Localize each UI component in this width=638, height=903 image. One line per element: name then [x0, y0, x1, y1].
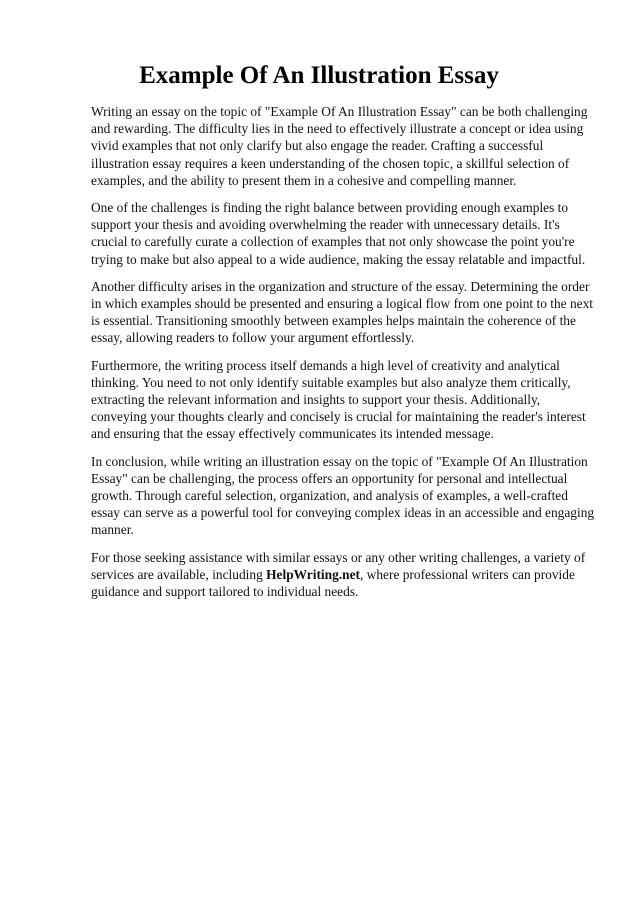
paragraph-organization: Another difficulty arises in the organization and structure of the essay. Determining the order in which examples should be presented and ensuring a logical flow from one point to the next is essential. Transitioning smoothly between examples helps maintain the coherence of the essay, allowing readers to follow your argument effortlessly.: [91, 278, 594, 346]
paragraph-intro: Writing an essay on the topic of "Example Of An Illustration Essay" can be both challenging and rewarding. The difficulty lies in the need to effectively illustrate a concept or idea using vivid examples that not only clarify but also engage the reader. Crafting a successful illustration essay requires a keen understanding of the chosen topic, a skillful selection of examples, and the ability to present them in a cohesive and compelling manner.: [91, 104, 588, 188]
closing-text-before: For those seeking assistance with similar essays or any other writing challenges, a variety of services are available, including: [91, 549, 586, 582]
closing-text-after: , where professional writers can provide guidance and support tailored to individual needs.: [91, 566, 575, 600]
paragraph-conclusion: In conclusion, while writing an illustration essay on the topic of "Example Of An Illustration Essay" can be challenging, the process offers an opportunity for personal and intellectual growth. Through careful selection, organization, and analysis of examples, a well-crafted essay can serve as a powerful tool for conveying complex ideas in an accessible and engaging manner.: [91, 453, 595, 538]
document-body: [91, 103, 596, 610]
document-title: Example Of An Illustration Essay: [139, 62, 499, 89]
paragraph-writing-process: Furthermore, the writing process itself demands a high level of creativity and analytical thinking. You need to not only identify suitable examples but also analyze them critically, extracting the relevant information and insights to support your thesis. Additionally, conveying your thoughts clearly and concisely is crucial for maintaining the reader's interest and ensuring that the essay effectively communicates its intended message.: [91, 357, 586, 442]
paragraph-closing: [91, 549, 596, 601]
paragraph-balance: One of the challenges is finding the right balance between providing enough examples to support your thesis and avoiding overwhelming the reader with unnecessary details. It's crucial to carefully curate a collection of examples that not only showcase the point you're trying to make but also appeal to a wide audience, making the essay relatable and impactful.: [91, 200, 586, 267]
brand-name: HelpWriting.net: [266, 566, 360, 582]
